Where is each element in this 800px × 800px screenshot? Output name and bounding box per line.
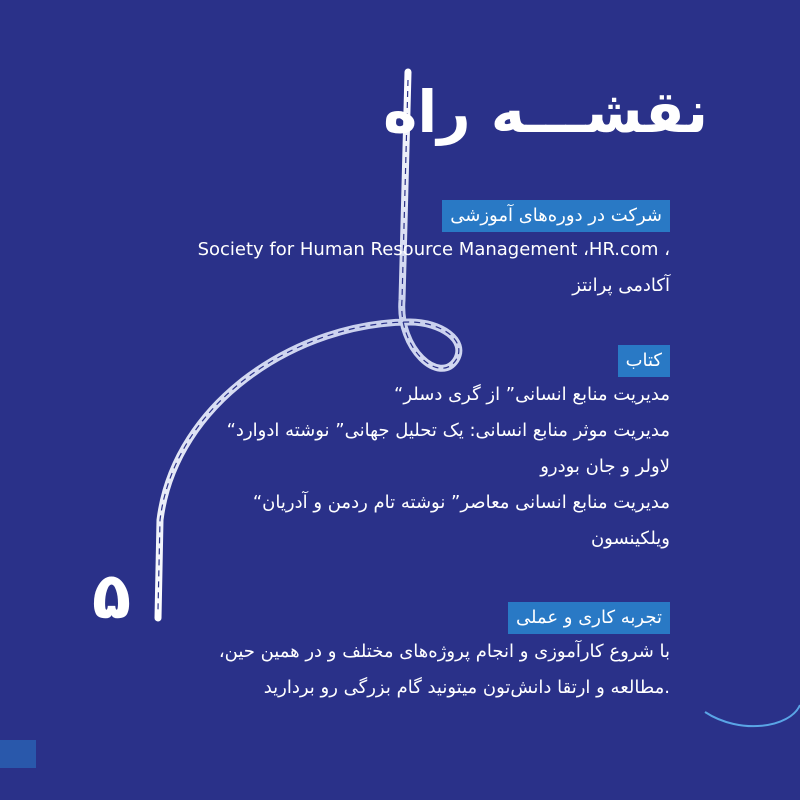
section-line: با شروع کارآموزی و انجام پروژه‌های مختلف و در همین حین، (218, 641, 670, 662)
corner-arc (705, 705, 800, 726)
section-line: مدیریت منابع انسانی” از گری دسلر“ (394, 384, 670, 405)
section-line: .مطالعه و ارتقا دانش‌تون میتونید گام بزرگی رو بردارید (263, 677, 670, 698)
section-experience (219, 602, 670, 706)
section-line: ویلکینسون (590, 528, 670, 549)
section-line: لاولر و جان بودرو (540, 456, 670, 477)
section-line: Society for Human Resource Management ،HR.com ، (197, 239, 670, 260)
section-line: مدیریت موثر منابع انسانی: یک تحلیل جهانی” نوشته ادوارد“ (226, 420, 670, 441)
section-heading: شرکت در دوره‌های آموزشی (442, 200, 670, 232)
page-title: نقشـــه راه (383, 78, 708, 146)
section-line: آکادمی پرانتز (572, 275, 670, 296)
section-heading: کتاب (618, 345, 670, 377)
page-number: ۵ (92, 560, 132, 634)
section-heading: تجربه کاری و عملی (508, 602, 670, 634)
section-line: مدیریت منابع انسانی معاصر” نوشته تام ردمن و آدریان“ (252, 492, 670, 513)
section-courses (198, 200, 670, 304)
section-books (227, 345, 670, 557)
corner-stripe (0, 740, 36, 768)
